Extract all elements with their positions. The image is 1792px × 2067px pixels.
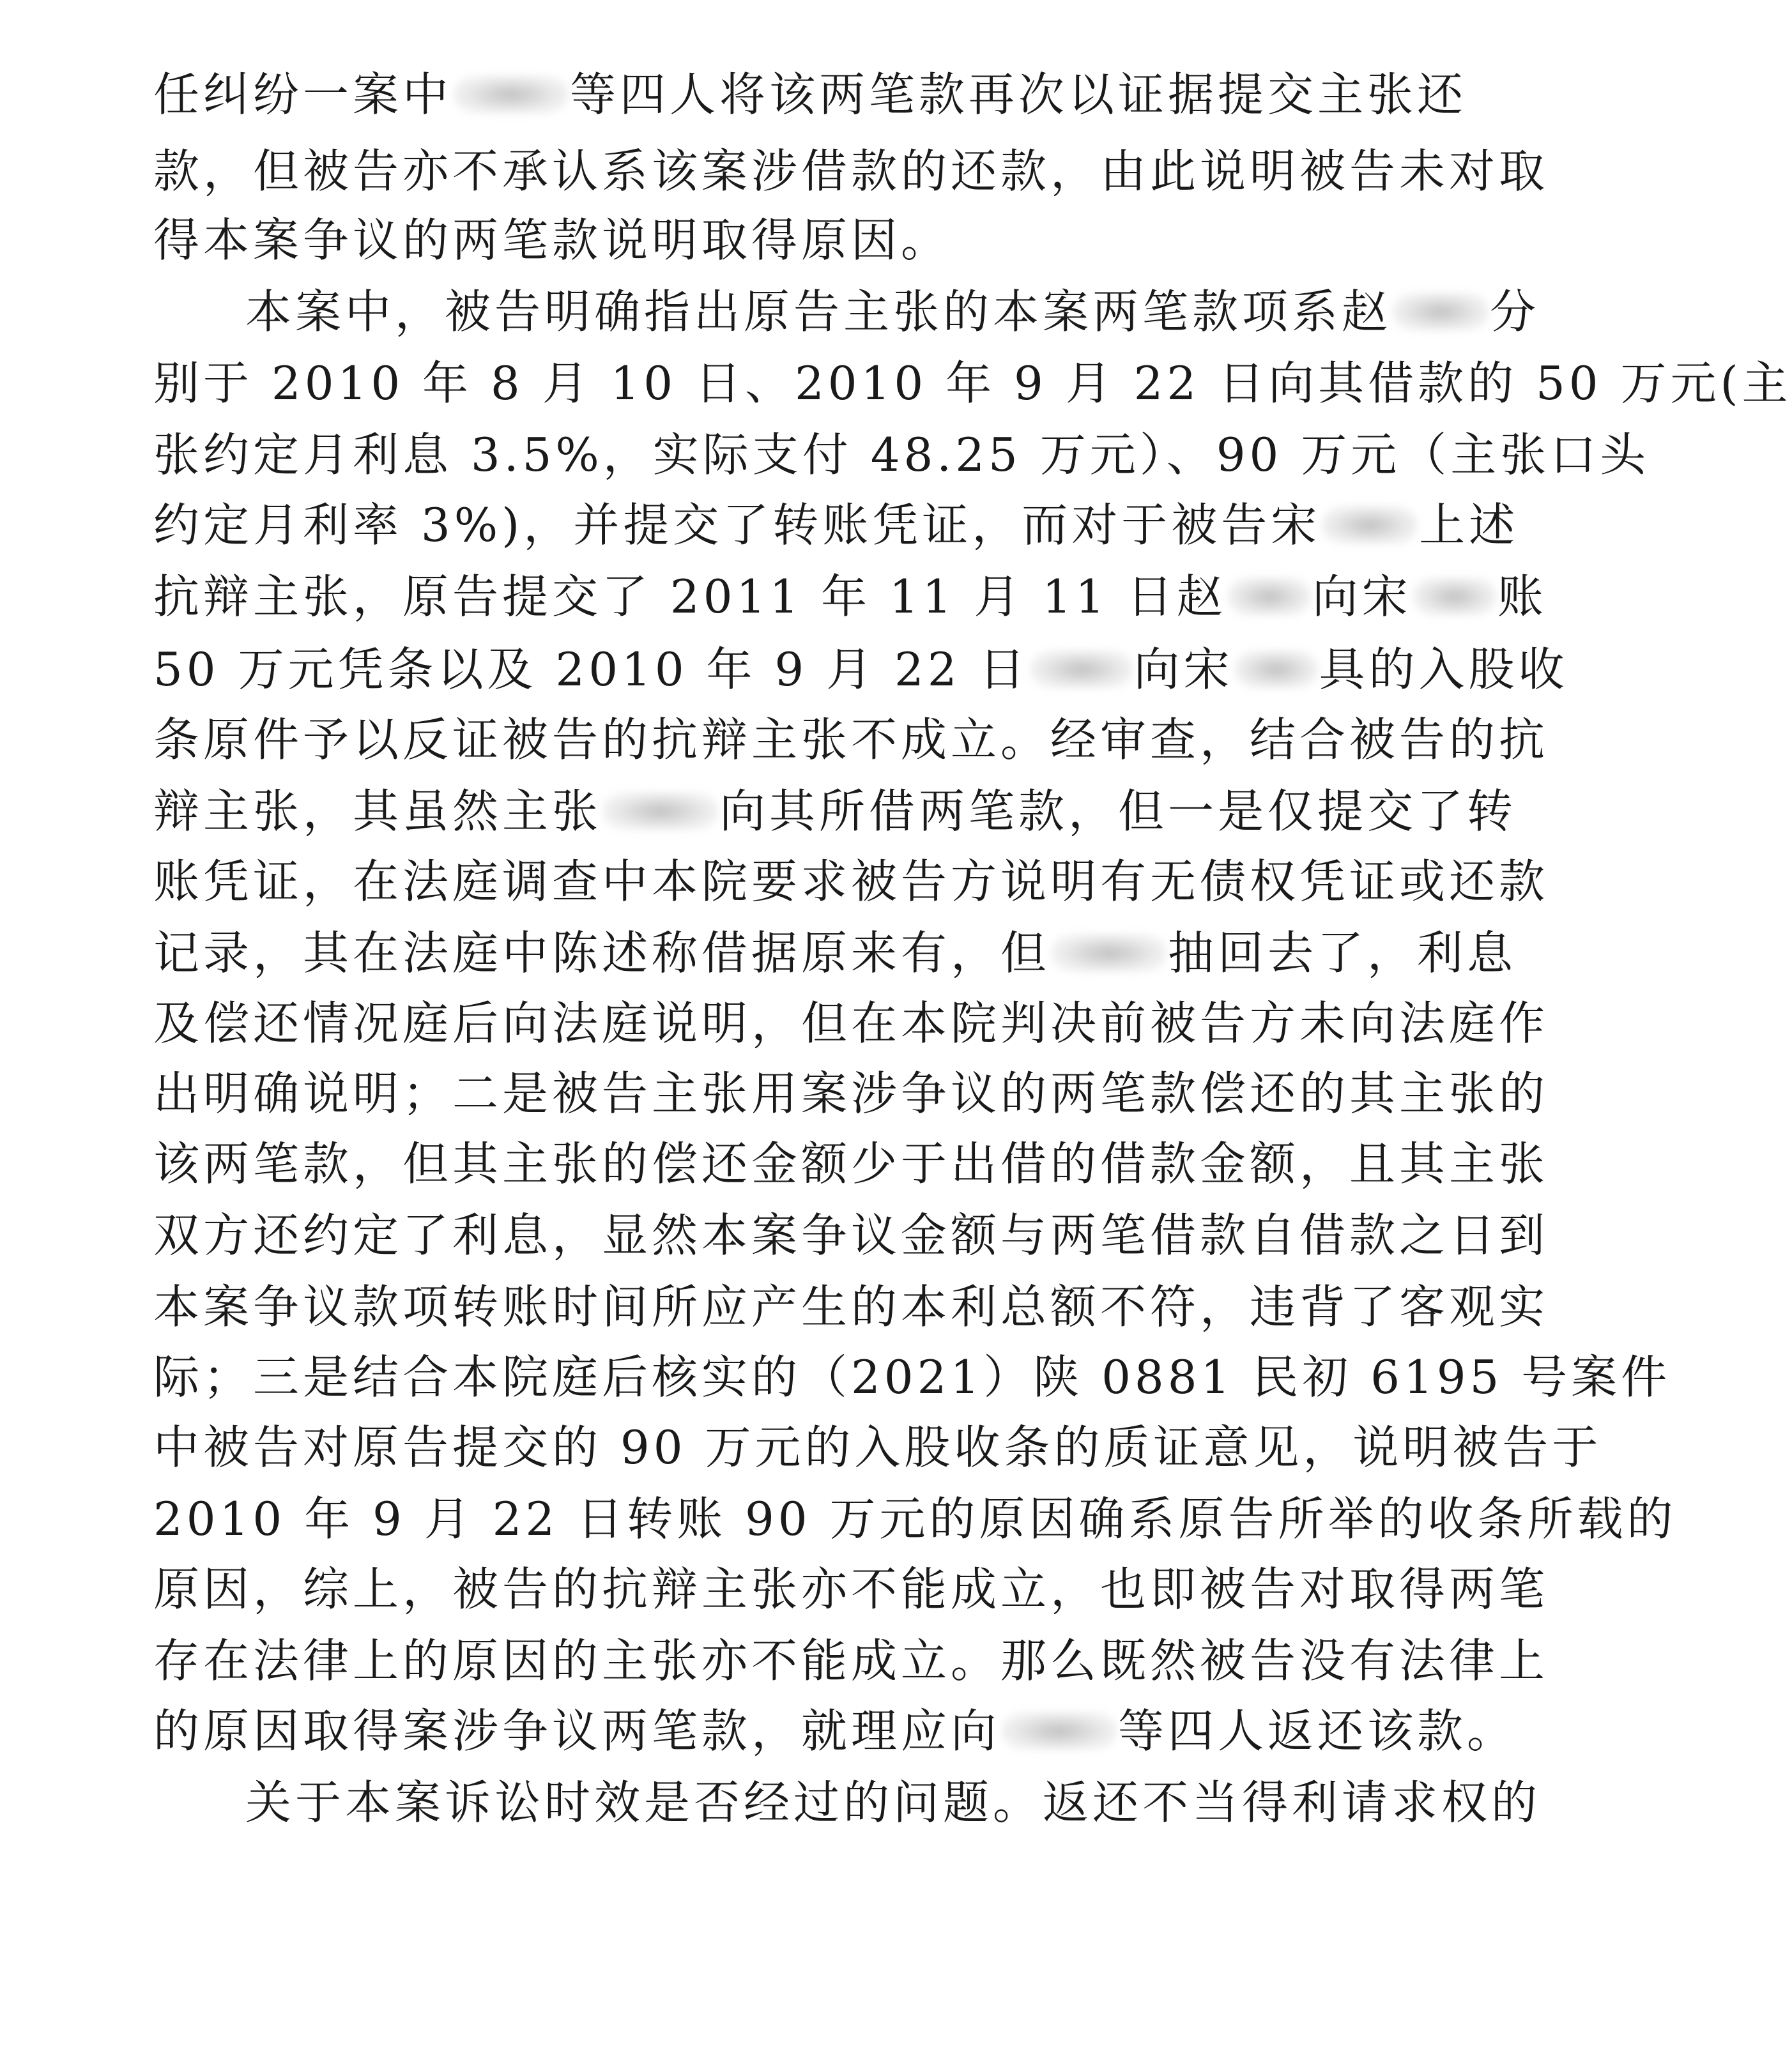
text-segment: 款，但被告亦不承认系该案涉借款的还款，由此说明被告未对取 — [153, 144, 1549, 198]
text-line-12 — [153, 843, 1549, 920]
text-segment: 向其所借两笔款，但一是仅提交了转 — [719, 784, 1517, 838]
text-segment: 辩主张，其虽然主张 — [153, 784, 602, 838]
text-segment: 2010 年 9 月 22 日转账 90 万元的原因确系原告所举的收条所载的 — [153, 1492, 1677, 1546]
text-segment: 账凭证，在法庭调查中本院要求被告方说明有无债权凭证或还款 — [153, 855, 1549, 908]
text-segment: 抗辩主张，原告提交了 2011 年 11 月 11 日赵 — [153, 570, 1227, 623]
text-segment: 得本案争议的两笔款说明取得原因。 — [153, 213, 951, 267]
redacted-name — [1322, 506, 1418, 544]
redacted-name — [1030, 650, 1133, 689]
text-line-8 — [153, 558, 1547, 635]
text-segment: 别于 2010 年 8 月 10 日、2010 年 9 月 22 日向其借款的 50 万元(主 — [153, 356, 1792, 410]
text-line-16 — [153, 1125, 1549, 1202]
redacted-name — [1002, 1712, 1117, 1750]
text-line-24 — [153, 1693, 1517, 1769]
text-line-9 — [153, 631, 1568, 708]
redacted-name — [1228, 577, 1311, 616]
text-segment: 等四人将该两笔款再次以证据提交主张还 — [570, 68, 1467, 121]
text-line-14 — [153, 985, 1549, 1062]
text-segment: 账 — [1497, 570, 1547, 623]
text-segment: 及偿还情况庭后向法庭说明，但在本院判决前被告方未向法庭作 — [153, 996, 1549, 1050]
text-segment: 的原因取得案涉争议两笔款，就理应向 — [153, 1704, 1001, 1758]
text-segment: 抽回去了，利息 — [1168, 926, 1517, 980]
text-line-4 — [245, 273, 1540, 350]
text-line-17 — [153, 1197, 1549, 1274]
redacted-name — [603, 792, 718, 830]
text-segment: 约定月利率 3%)，并提交了转账凭证，而对于被告宋 — [153, 498, 1321, 552]
text-segment: 出明确说明；二是被告主张用案涉争议的两笔款偿还的其主张的 — [153, 1067, 1549, 1120]
text-line-22 — [153, 1551, 1549, 1628]
redacted-name — [454, 75, 569, 114]
text-segment: 向宋 — [1133, 643, 1234, 696]
redacted-name — [1235, 650, 1318, 689]
text-segment: 等四人返还该款。 — [1118, 1704, 1517, 1758]
text-segment: 张约定月利息 3.5%，实际支付 48.25 万元）、90 万元（主张口头 — [153, 428, 1650, 482]
text-line-7 — [153, 487, 1519, 563]
text-segment: 原因，综上，被告的抗辩主张亦不能成立，也即被告对取得两笔 — [153, 1562, 1549, 1616]
text-line-11 — [153, 773, 1517, 850]
text-line-3 — [153, 202, 1463, 278]
text-line-19 — [153, 1339, 1671, 1415]
text-line-23 — [153, 1622, 1549, 1699]
text-segment: 本案争议款项转账时间所应产生的本利总额不符，违背了客观实 — [153, 1280, 1549, 1334]
text-line-5 — [153, 345, 1792, 422]
text-line-10 — [153, 701, 1549, 778]
text-line-25 — [245, 1764, 1542, 1841]
text-segment: 中被告对原告提交的 90 万元的入股收条的质证意见，说明被告于 — [153, 1421, 1602, 1474]
text-segment: 上述 — [1419, 498, 1519, 552]
redacted-name — [1413, 577, 1496, 616]
text-segment: 存在法律上的原因的主张亦不能成立。那么既然被告没有法律上 — [153, 1634, 1549, 1688]
text-line-1 — [153, 56, 1467, 133]
text-line-6 — [153, 416, 1650, 493]
text-segment: 条原件予以反证被告的抗辩主张不成立。经审查，结合被告的抗 — [153, 713, 1549, 767]
text-line-18 — [153, 1269, 1549, 1345]
text-line-13 — [153, 915, 1517, 991]
text-segment: 任纠纷一案中 — [153, 68, 453, 121]
text-segment: 50 万元凭条以及 2010 年 9 月 22 日 — [153, 643, 1029, 696]
text-segment: 双方还约定了利息，显然本案争议金额与两笔借款自借款之日到 — [153, 1209, 1549, 1262]
text-segment: 具的入股收 — [1319, 643, 1568, 696]
text-line-15 — [153, 1055, 1549, 1132]
text-line-20 — [153, 1409, 1602, 1486]
text-segment: 向宋 — [1312, 570, 1412, 623]
text-segment: 本案中，被告明确指出原告主张的本案两笔款项系赵 — [245, 285, 1392, 339]
text-segment: 际；三是结合本院庭后核实的（2021）陕 0881 民初 6195 号案件 — [153, 1350, 1671, 1404]
text-line-2 — [153, 133, 1549, 210]
text-segment: 分 — [1490, 285, 1540, 339]
text-segment: 该两笔款，但其主张的偿还金额少于出借的借款金额，且其主张 — [153, 1137, 1549, 1191]
text-segment: 记录，其在法庭中陈述称借据原来有，但 — [153, 926, 1051, 980]
text-segment: 关于本案诉讼时效是否经过的问题。返还不当得利请求权的 — [245, 1776, 1542, 1829]
redacted-name — [1052, 934, 1167, 972]
text-line-21 — [153, 1481, 1677, 1557]
redacted-name — [1393, 293, 1489, 331]
